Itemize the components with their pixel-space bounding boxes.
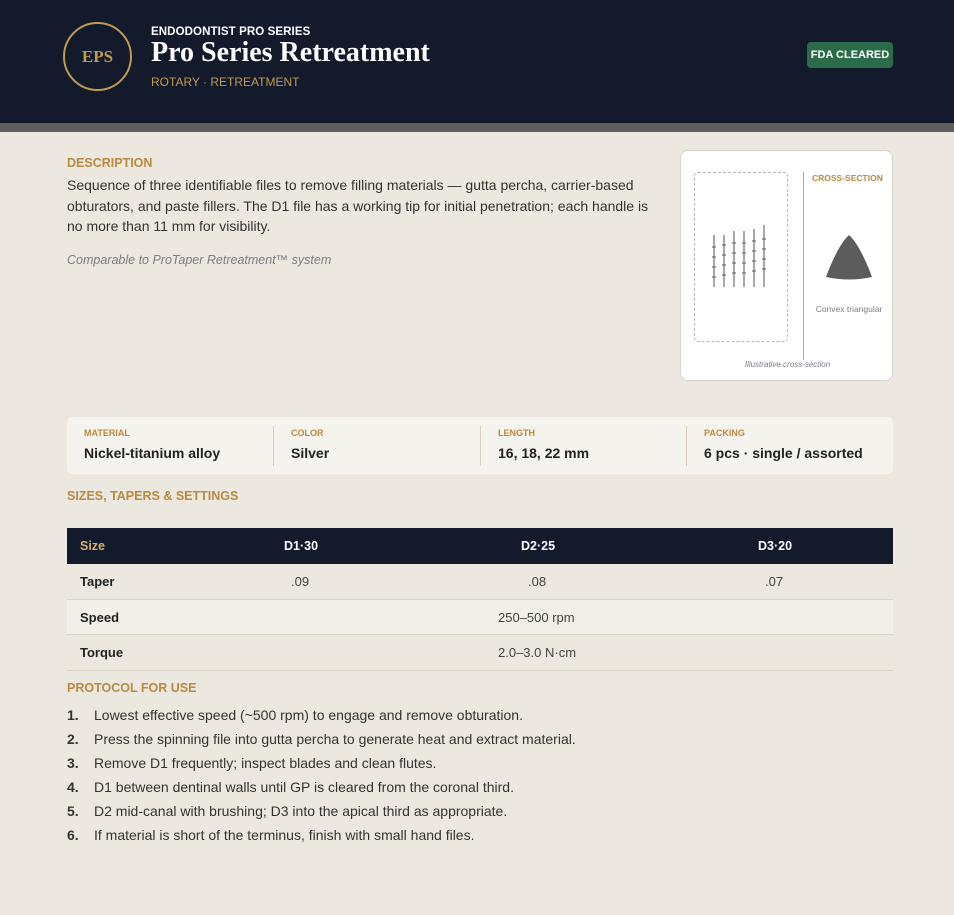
fda-badge: FDA CLEARED (807, 42, 893, 68)
step-text: Lowest effective speed (~500 rpm) to engage and remove obturation. (94, 707, 523, 723)
rotary-files-icon (695, 173, 789, 343)
page-title: Pro Series Retreatment (151, 37, 430, 68)
rotary-file-1 (712, 235, 716, 287)
table-cell: .08 (528, 574, 547, 589)
rotary-file-6 (762, 225, 766, 287)
table-cell: 250–500 rpm (498, 609, 575, 625)
table-cell: Speed (80, 609, 120, 625)
spec-value: Nickel-titanium alloy (84, 445, 221, 461)
card-caption: Illustrative cross-section (744, 360, 831, 369)
series-eyebrow: ENDODONTIST PRO SERIES (151, 26, 311, 38)
table-cell: .07 (765, 574, 784, 589)
header-divider-strip (0, 123, 954, 132)
sizes-heading: SIZES, TAPERS & SETTINGS (67, 489, 239, 503)
spec-value: 6 pcs · single / assorted (704, 445, 863, 461)
sizes-table (67, 528, 893, 671)
spec-length (481, 417, 687, 474)
table-row (67, 635, 893, 671)
spec-color (274, 417, 480, 474)
spec-material (67, 417, 273, 474)
description-heading: DESCRIPTION (67, 156, 153, 170)
table-header-cell: D3·20 (758, 539, 793, 553)
rotary-file-3 (732, 231, 736, 287)
rotary-file-2 (722, 235, 726, 287)
step-number: 5. (67, 803, 79, 819)
spec-key: COLOR (291, 428, 324, 438)
table-cell: .09 (291, 574, 310, 589)
step-text: If material is short of the terminus, finish with small hand files. (94, 827, 475, 843)
table-header-cell: D2·25 (521, 539, 556, 553)
file-illustration (694, 172, 788, 342)
table-cell: Torque (80, 645, 124, 660)
table-cell: Taper (80, 574, 115, 589)
page-subtitle: ROTARY · RETREATMENT (151, 75, 300, 89)
spec-key: LENGTH (498, 428, 535, 438)
step-number: 3. (67, 755, 79, 771)
step-text: Remove D1 frequently; inspect blades and clean flutes. (94, 755, 437, 771)
protocol-heading: PROTOCOL FOR USE (67, 681, 197, 695)
table-row (67, 564, 893, 600)
spec-value: 16, 18, 22 mm (498, 445, 590, 461)
rotary-file-4 (742, 231, 746, 287)
card-divider (803, 172, 804, 360)
triangle-cross-section-icon (825, 233, 873, 281)
spec-packing (687, 417, 893, 474)
page-header (0, 0, 954, 123)
brand-logo: EPS (63, 22, 132, 91)
table-header-cell: D1·30 (284, 539, 319, 553)
spec-value: Silver (291, 445, 330, 461)
step-number: 2. (67, 731, 79, 747)
step-number: 4. (67, 779, 79, 795)
step-number: 6. (67, 827, 79, 843)
spec-bar (67, 417, 893, 474)
table-row (67, 600, 893, 636)
table-cell: 2.0–3.0 N·cm (498, 645, 577, 660)
description-text: Sequence of three identifiable files to remove filling materials — gutta percha, carrier-based obturators, and paste fillers. The D1 file has a working tip for initial penetration; each handle is no more than 11 mm for visibility. (67, 177, 649, 234)
step-number: 1. (67, 707, 79, 723)
cross-section-shape-label: Convex triangular (815, 304, 883, 314)
step-text: D1 between dentinal walls until GP is cleared from the coronal third. (94, 779, 514, 795)
spec-key: PACKING (704, 428, 745, 438)
comparable-note: Comparable to ProTaper Retreatment™ system (67, 253, 332, 267)
step-text: Press the spinning file into gutta percha to generate heat and extract material. (94, 731, 576, 747)
cross-section-card (680, 150, 893, 381)
table-header-row (67, 528, 893, 564)
rotary-file-5 (752, 229, 756, 287)
step-text: D2 mid-canal with brushing; D3 into the apical third as appropriate. (94, 803, 508, 819)
cross-section-label: CROSS-SECTION (812, 173, 883, 183)
table-header-cell: Size (80, 539, 106, 553)
spec-key: MATERIAL (84, 428, 130, 438)
